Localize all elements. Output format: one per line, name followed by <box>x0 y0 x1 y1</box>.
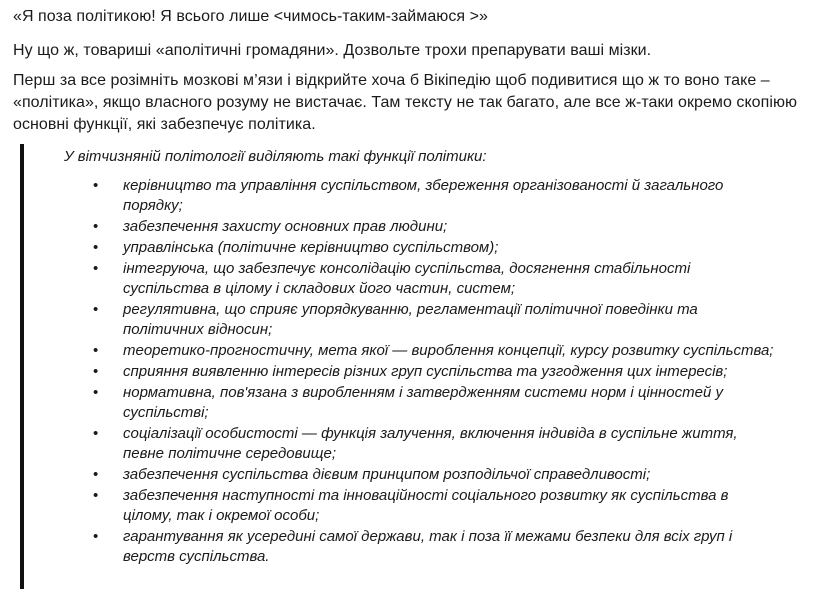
bullet-icon: • <box>93 425 99 442</box>
list-item <box>20 527 800 567</box>
list-item-text: соціалізації особистості — функція залучення, включення індивіда в суспільне життя, певне політичне середовище; <box>123 425 738 462</box>
list-item <box>20 341 800 361</box>
list-item-text: нормативна, пов'язана з виробленням і затвердженням системи норм і цінностей у суспільстві; <box>123 384 723 421</box>
bullet-icon: • <box>93 342 99 359</box>
list-item-text: забезпечення захисту основних прав людини; <box>123 218 448 235</box>
list-item <box>20 383 800 423</box>
body-paragraph: Перш за все розімніть мозкові м’язи і відкрийте хоча б Вікіпедію щоб подивитися що ж то воно таке – «політика», якщо власного розуму не вистачає. Там тексту не так багато, але все ж-таки окремо скопіюю основні функції, які забезпечує політика. <box>13 72 798 133</box>
list-item-text: інтегруюча, що забезпечує консолідацію суспільства, досягнення стабільності суспільства в цілому і складових його частин, систем; <box>123 260 691 297</box>
list-item <box>20 238 800 258</box>
list-item <box>20 424 800 464</box>
list-item-text: забезпечення наступності та інноваційності соціального розвитку як суспільства в цілому, так і окремої особи; <box>123 487 729 524</box>
bullet-icon: • <box>93 301 99 318</box>
list-item-text: керівництво та управління суспільством, збереження організованості й загального порядку; <box>123 177 724 214</box>
bullet-icon: • <box>93 177 99 194</box>
list-item <box>20 259 800 299</box>
list-item-text: теоретико-прогностичну, мета якої — вироблення концепції, курсу розвитку суспільства; <box>123 342 774 359</box>
bullet-icon: • <box>93 363 99 380</box>
bullet-icon: • <box>93 384 99 401</box>
bullet-icon: • <box>93 487 99 504</box>
list-item-text: регулятивна, що сприяє упорядкуванню, регламентації політичної поведінки та політичних відносин; <box>123 301 698 338</box>
bullet-icon: • <box>93 218 99 235</box>
list-item <box>20 300 800 340</box>
list-item-text: сприяння виявленню інтересів різних груп суспільства та узгодження цих інтересів; <box>123 363 728 380</box>
list-item <box>20 217 800 237</box>
bullet-icon: • <box>93 260 99 277</box>
heading-line: «Я поза політикою! Я всього лише <чимось-таким-займаюся >» <box>13 8 488 25</box>
bullet-icon: • <box>93 466 99 483</box>
list-item-text: управлінська (політичне керівництво суспільством); <box>123 239 499 256</box>
intro-line: Ну що ж, товариші «аполітичні громадяни». Дозвольте трохи препарувати ваші мізки. <box>13 42 652 59</box>
list-item <box>20 362 800 382</box>
blockquote <box>20 144 800 589</box>
quote-intro: У вітчизняній політології виділяють такі функції політики: <box>64 148 487 165</box>
list-item <box>20 176 800 216</box>
list-item-text: забезпечення суспільства дієвим принципом розподільчої справедливості; <box>123 466 651 483</box>
bullet-icon: • <box>93 528 99 545</box>
list-item <box>20 486 800 526</box>
list-item-text: гарантування як усередині самої держави, так і поза її межами безпеки для всіх груп і верств суспільства. <box>123 528 733 565</box>
list-item <box>20 465 800 485</box>
functions-list <box>20 176 800 568</box>
bullet-icon: • <box>93 239 99 256</box>
